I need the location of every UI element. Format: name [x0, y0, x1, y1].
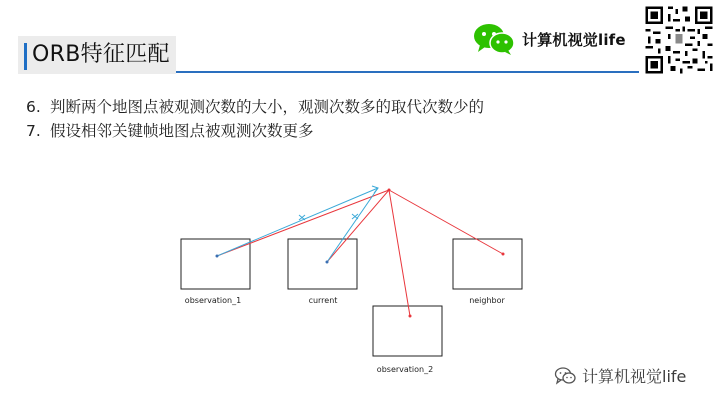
red-line-current: [327, 190, 389, 262]
frame-labels: [185, 296, 506, 374]
blue-line-observation-1: [217, 188, 378, 256]
red-line-neighbor: [389, 190, 503, 254]
cross-mark: [352, 214, 358, 219]
blue-observation-lines: [217, 186, 378, 262]
keypoint-current: [326, 261, 329, 264]
frame-box-neighbor: [453, 239, 522, 289]
red-observation-lines: [217, 190, 503, 316]
map-point: [388, 189, 391, 192]
keypoint-observation-2: [409, 315, 412, 318]
wechat-icon: [554, 366, 576, 386]
frame-label-observation-1: observation_1: [184, 296, 242, 305]
map-points: [216, 189, 505, 318]
frame-label-current: current: [308, 296, 338, 305]
bullet-text: 假设相邻关键帧地图点被观测次数更多: [50, 122, 314, 140]
bullet-number: 7.: [26, 122, 41, 140]
watermark-text: 计算机视觉life: [582, 367, 687, 386]
slide-title: ORB特征匹配: [32, 42, 170, 67]
brand-name: 计算机视觉life: [522, 30, 626, 49]
red-line-observation-1: [217, 190, 389, 256]
keypoint-observation-1: [216, 255, 219, 258]
bullet-number: 6.: [26, 98, 41, 116]
frame-box-observation-2: [373, 306, 442, 356]
frame-label-observation-2: observation_2: [376, 365, 434, 374]
frame-box-current: [288, 239, 357, 289]
red-line-observation-2: [389, 190, 410, 316]
bullet-text: 判断两个地图点被观测次数的大小，观测次数多的取代次数少的: [50, 98, 485, 116]
watermark: [554, 364, 686, 387]
keypoint-neighbor: [502, 253, 505, 256]
frame-label-neighbor: neighbor: [469, 296, 505, 305]
cross-mark: [299, 215, 305, 220]
